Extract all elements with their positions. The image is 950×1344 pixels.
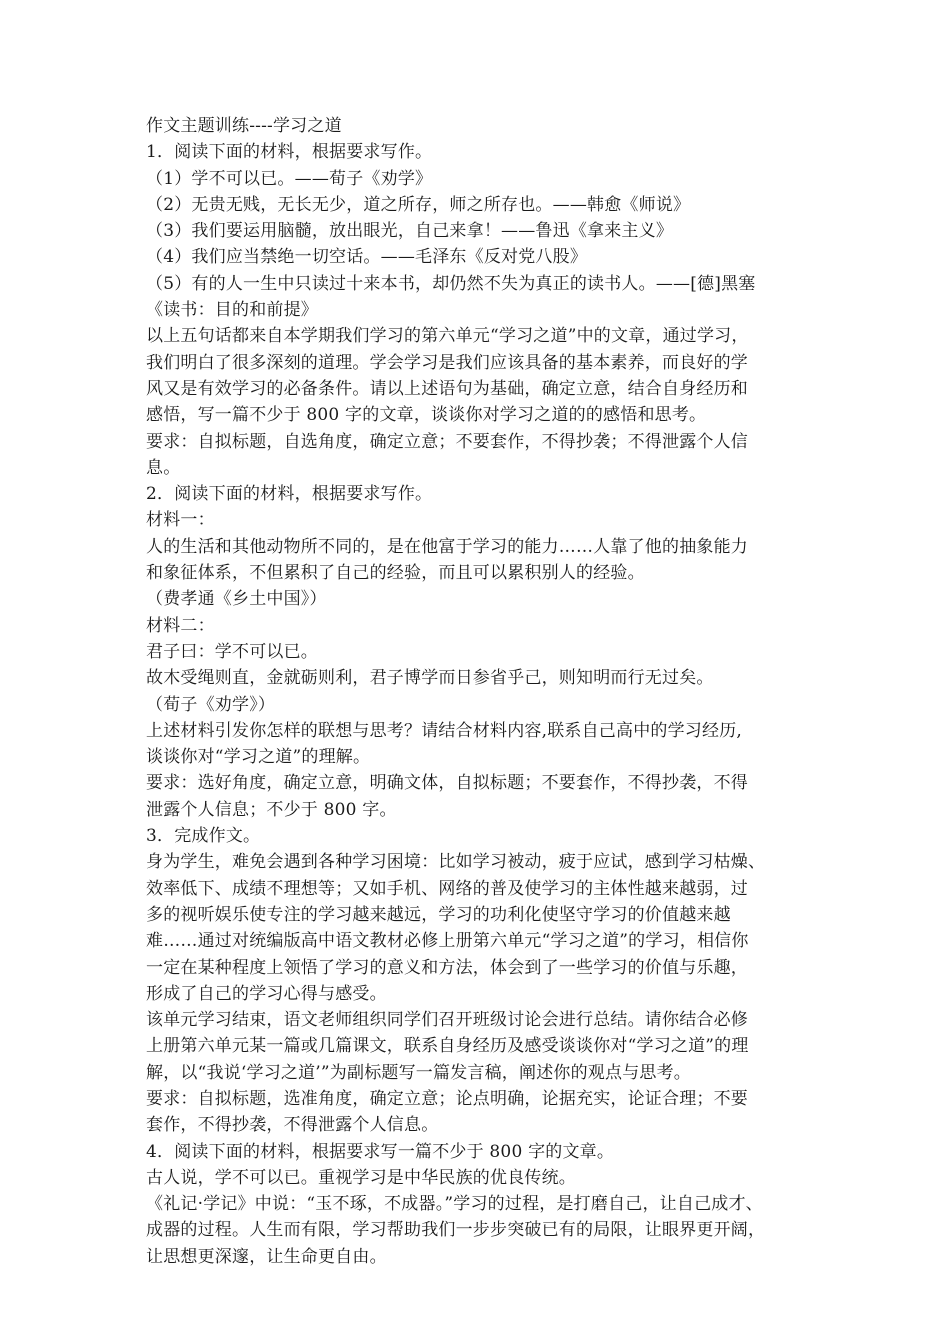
question-1-heading: 1．阅读下面的材料，根据要求写作。 (146, 142, 433, 163)
document-title: 作文主题训练----学习之道 (146, 116, 342, 136)
text-line: 上册第六单元某一篇或几篇课文，联系自身经历及感受谈谈你对“学习之道”的理 (146, 1036, 749, 1057)
text-line: 多的视听娱乐使专注的学习越来越远，学习的功利化使坚守学习的价值越来越 (146, 904, 731, 925)
requirement-line: 要求：自拟标题，自选角度，确定立意；不要套作，不得抄袭；不得泄露个人信 (146, 431, 748, 452)
text-line: 成器的过程。人生而有限，学习帮助我们一步步突破已有的局限，让眼界更开阔， (146, 1220, 766, 1241)
text-line: 效率低下、成绩不理想等；又如手机、网络的普及使学习的主体性越来越弱，过 (146, 878, 748, 899)
text-line: 该单元学习结束，语文老师组织同学们召开班级讨论会进行总结。请你结合必修 (146, 1010, 748, 1031)
text-line: 让思想更深邃，让生命更自由。 (146, 1246, 387, 1267)
text-line: 感悟，写一篇不少于 800 字的文章，谈谈你对学习之道的的感悟和思考。 (146, 405, 707, 426)
quote-line: （3）我们要运用脑髓，放出眼光，自己来拿！——鲁迅《拿来主义》 (146, 221, 674, 242)
text-line: 《读书：目的和前提》 (146, 300, 318, 321)
question-4-heading: 4．阅读下面的材料，根据要求写一篇不少于 800 字的文章。 (146, 1141, 615, 1162)
question-3-heading: 3．完成作文。 (146, 826, 261, 847)
text-line: 一定在某种程度上领悟了学习的意义和方法，体会到了一些学习的价值与乐趣， (146, 957, 748, 978)
text-line: 风又是有效学习的必备条件。请以上述语句为基础，确定立意，结合自身经历和 (146, 378, 748, 399)
text-line: 解，以“我说‘学习之道’”为副标题写一篇发言稿，阐述你的观点与思考。 (146, 1062, 691, 1083)
source-line: （荀子《劝学》） (146, 694, 276, 715)
quote-line: （5）有的人一生中只读过十来本书，却仍然不失为真正的读书人。——[德]黑塞 (146, 273, 756, 294)
text-line: 身为学生，难免会遇到各种学习困境：比如学习被动，疲于应试，感到学习枯燥、 (146, 852, 766, 873)
text-line: 故木受绳则直，金就砺则利，君子博学而日参省乎己，则知明而行无过矣。 (146, 668, 714, 689)
requirement-line: 套作，不得抄袭，不得泄露个人信息。 (146, 1115, 439, 1136)
question-2-heading: 2．阅读下面的材料，根据要求写作。 (146, 484, 433, 505)
quote-line: （2）无贵无贱，无长无少，道之所存，师之所存也。——韩愈《师说》 (146, 194, 691, 215)
text-line: 人的生活和其他动物所不同的，是在他富于学习的能力……人靠了他的抽象能力 (146, 536, 748, 557)
text-line: 《礼记·学记》中说：“玉不琢，不成器。”学习的过程，是打磨自己，让自己成才、 (146, 1194, 763, 1215)
text-line: 谈谈你对“学习之道”的理解。 (146, 747, 371, 768)
quote-line: （1）学不可以已。——荀子《劝学》 (146, 168, 433, 189)
material-label: 材料一： (146, 510, 215, 531)
document-body (146, 113, 814, 1270)
text-line: 以上五句话都来自本学期我们学习的第六单元“学习之道”中的文章，通过学习， (146, 326, 749, 347)
quote-line: （4）我们应当禁绝一切空话。——毛泽东《反对党八股》 (146, 247, 588, 268)
text-line: 君子曰：学不可以已。 (146, 641, 318, 662)
text-line: 上述材料引发你怎样的联想与思考？请结合材料内容,联系自己高中的学习经历, (146, 720, 743, 741)
text-line: 我们明白了很多深刻的道理。学会学习是我们应该具备的基本素养，而良好的学 (146, 352, 748, 373)
material-label: 材料二： (146, 615, 215, 636)
requirement-line: 息。 (146, 457, 181, 478)
text-line: 古人说，学不可以已。重视学习是中华民族的优良传统。 (146, 1167, 576, 1188)
requirement-line: 要求：自拟标题，选准角度，确定立意；论点明确，论据充实，论证合理；不要 (146, 1088, 748, 1109)
text-line: 和象征体系，不但累积了自己的经验，而且可以累积别人的经验。 (146, 563, 645, 584)
source-line: （费孝通《乡土中国》） (146, 589, 327, 610)
text-line: 难……通过对统编版高中语文教材必修上册第六单元“学习之道”的学习，相信你 (146, 931, 749, 952)
requirement-line: 要求：选好角度，确定立意，明确文体，自拟标题；不要套作，不得抄袭，不得 (146, 773, 748, 794)
text-line: 形成了自己的学习心得与感受。 (146, 983, 387, 1004)
requirement-line: 泄露个人信息；不少于 800 字。 (146, 799, 397, 820)
